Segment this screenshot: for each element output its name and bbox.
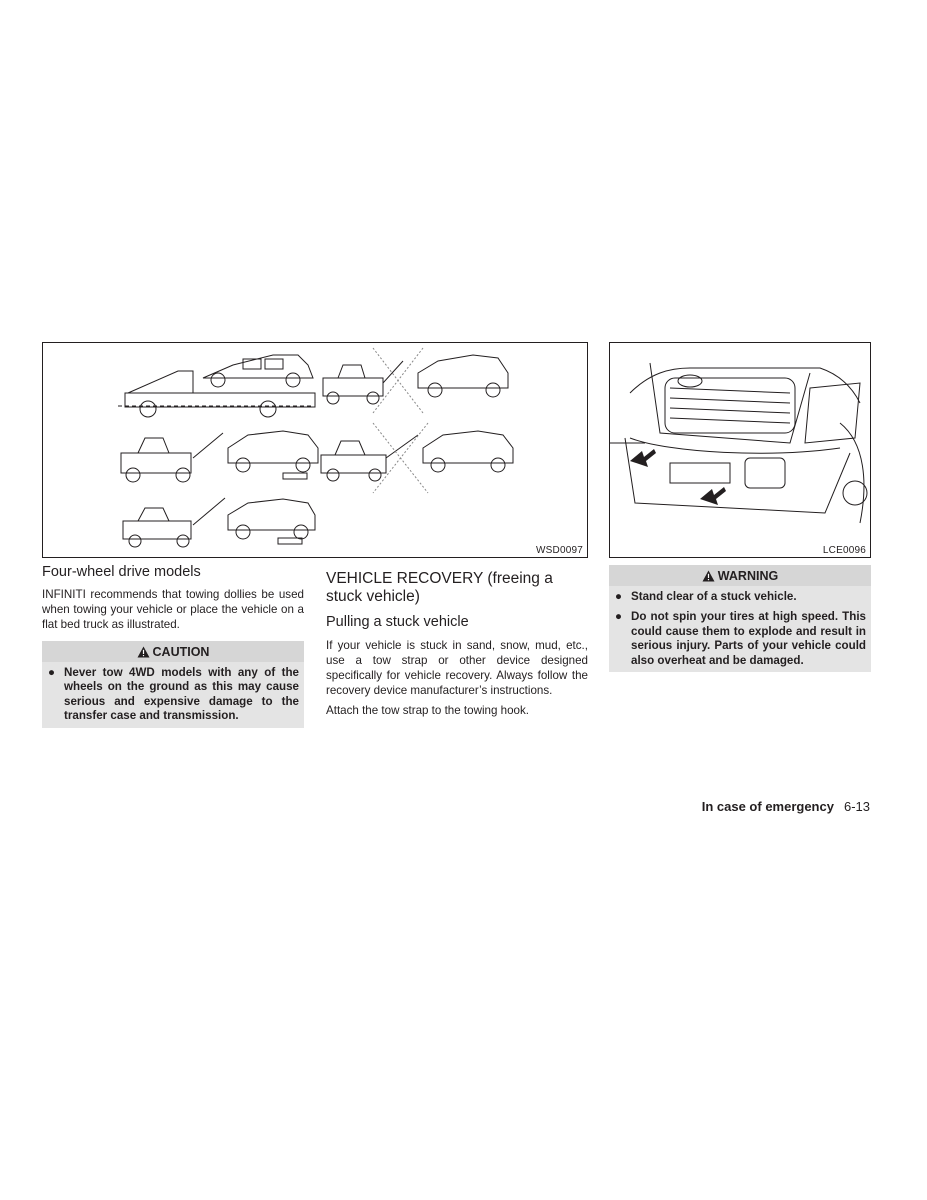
warning-title: WARNING xyxy=(717,568,779,583)
caution-box xyxy=(42,641,304,728)
footer-section-title: In case of emergency xyxy=(701,799,834,814)
tow-truck-dolly-drawing xyxy=(121,431,318,482)
caution-body xyxy=(42,662,304,728)
warning-item xyxy=(613,610,866,668)
tow-hook-figure xyxy=(609,342,871,558)
warning-box xyxy=(609,565,871,672)
bullet-icon: ● xyxy=(615,590,623,603)
flatbed-truck-drawing xyxy=(118,355,315,417)
caution-title: CAUTION xyxy=(152,644,210,659)
caution-item xyxy=(46,666,299,724)
towing-methods-figure xyxy=(42,342,588,558)
front-bumper-illustration xyxy=(610,343,870,557)
caution-header xyxy=(42,641,304,662)
tow-truck-dolly-crossed-drawing xyxy=(321,423,513,493)
bullet-icon: ● xyxy=(615,610,623,624)
hook-arrows xyxy=(630,449,726,505)
tow-truck-crossed-drawing xyxy=(323,348,508,413)
page-footer xyxy=(702,799,870,814)
vehicle-recovery-heading: VEHICLE RECOVERY (freeing a stuck vehicle) xyxy=(326,570,553,605)
figure-code: WSD0097 xyxy=(536,545,583,556)
figure-code: LCE0096 xyxy=(822,545,866,556)
warning-item-text: Stand clear of a stuck vehicle. xyxy=(631,590,797,603)
caution-item-text: Never tow 4WD models with any of the wheels on the ground as this may cause serious and expensive damage to the transfer case and transmission. xyxy=(64,666,299,723)
towing-illustration xyxy=(43,343,587,557)
four-wheel-drive-paragraph: INFINITI recommends that towing dollies be used when towing your vehicle or place the vehicle on a flat bed truck as illustrated. xyxy=(42,588,304,631)
four-wheel-drive-heading: Four-wheel drive models xyxy=(42,564,201,580)
warning-triangle-icon xyxy=(137,646,150,658)
bullet-icon: ● xyxy=(48,666,56,679)
warning-header xyxy=(609,565,871,586)
pulling-stuck-vehicle-heading: Pulling a stuck vehicle xyxy=(326,614,469,630)
warning-triangle-icon xyxy=(702,570,715,582)
page-number: 6-13 xyxy=(843,799,870,814)
tow-strap-paragraph: Attach the tow strap to the towing hook. xyxy=(326,704,530,717)
warning-body xyxy=(609,586,871,672)
warning-item-text: Do not spin your tires at high speed. This could cause them to explode and result in serious injury. Parts of your vehicle could also overheat and be damaged. xyxy=(631,610,866,667)
warning-item xyxy=(613,590,866,604)
recovery-paragraph: If your vehicle is stuck in sand, snow, mud, etc., use a tow strap or other device designed specifically for vehicle recovery. Always follow the recovery device manufacturer’s instructions. xyxy=(326,639,588,697)
tow-truck-dolly-bottom-drawing xyxy=(123,498,315,547)
